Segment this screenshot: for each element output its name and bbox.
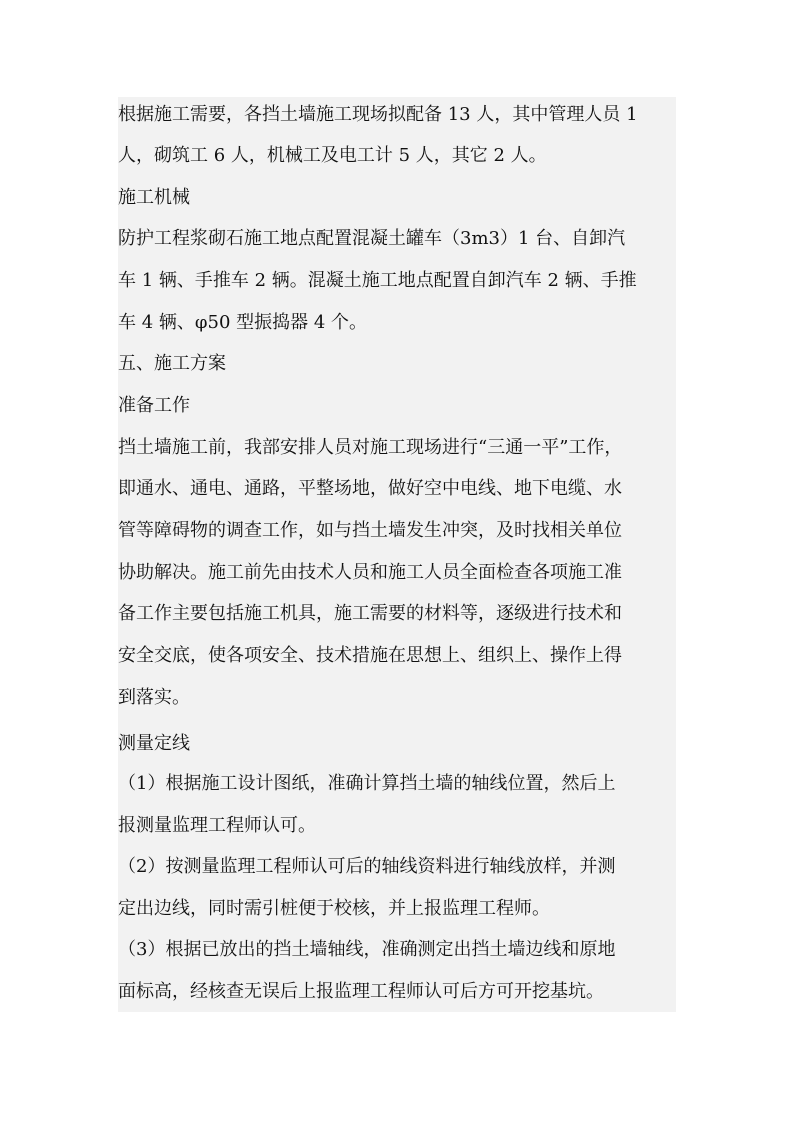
text-line: （1）根据施工设计图纸，准确计算挡土墙的轴线位置，然后上 [118, 773, 616, 794]
text-line: 到落实。 [118, 687, 190, 708]
text-line: 备工作主要包括施工机具，施工需要的材料等，逐级进行技术和 [118, 603, 622, 624]
document-body [118, 97, 676, 1012]
text-line: 管等障碍物的调查工作，如与挡土墙发生冲突，及时找相关单位 [118, 520, 622, 541]
section-heading: 准备工作 [118, 395, 190, 416]
text-line: 即通水、通电、通路，平整场地，做好空中电线、地下电缆、水 [118, 478, 622, 499]
text-line: 防护工程浆砌石施工地点配置混凝土罐车（3m3）1 台、自卸汽 [118, 228, 626, 249]
text-line: （2）按测量监理工程师认可后的轴线资料进行轴线放样，并测 [118, 856, 616, 877]
section-heading: 施工机械 [118, 187, 190, 208]
text-line: 安全交底，使各项安全、技术措施在思想上、组织上、操作上得 [118, 645, 622, 666]
text-line: 根据施工需要，各挡土墙施工现场拟配备 13 人，其中管理人员 1 [118, 104, 638, 125]
text-line: 车 4 辆、φ50 型振捣器 4 个。 [118, 312, 368, 333]
text-line: 报测量监理工程师认可。 [118, 815, 316, 836]
text-line: 协助解决。施工前先由技术人员和施工人员全面检查各项施工准 [118, 562, 622, 583]
text-line: 面标高，经核查无误后上报监理工程师认可后方可开挖基坑。 [118, 981, 604, 1002]
chapter-heading: 五、施工方案 [118, 353, 226, 374]
text-line: 挡土墙施工前，我部安排人员对施工现场进行“三通一平”工作， [118, 437, 623, 458]
text-line: 定出边线，同时需引桩便于校核，并上报监理工程师。 [118, 898, 550, 919]
text-line: （3）根据已放出的挡土墙轴线，准确测定出挡土墙边线和原地 [118, 939, 616, 960]
section-heading: 测量定线 [118, 733, 190, 754]
text-line: 车 1 辆、手推车 2 辆。混凝土施工地点配置自卸汽车 2 辆、手推 [118, 270, 637, 291]
text-line: 人，砌筑工 6 人，机械工及电工计 5 人，其它 2 人。 [118, 145, 547, 166]
